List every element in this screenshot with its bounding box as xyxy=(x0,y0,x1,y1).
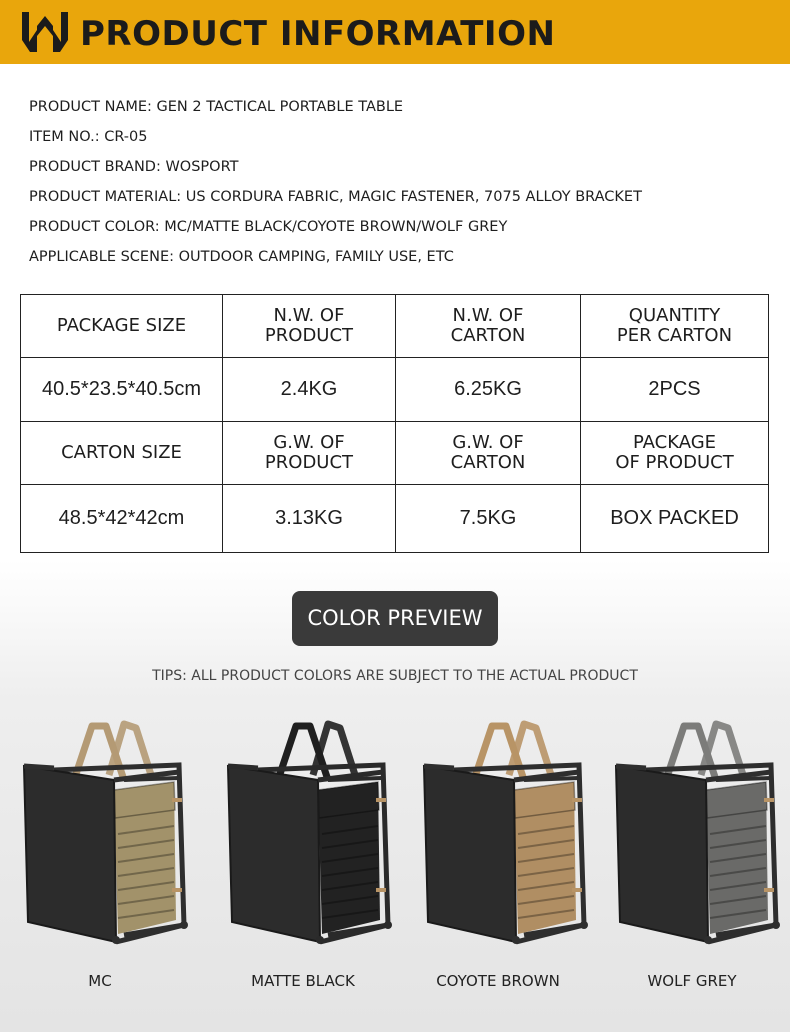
table-header-cell: CARTON SIZE xyxy=(21,422,223,485)
spec-table xyxy=(20,294,769,553)
color-label-mc: MC xyxy=(88,972,112,990)
product-image-mc xyxy=(14,720,194,945)
color-label-matte-black: MATTE BLACK xyxy=(251,972,355,990)
spec-color: PRODUCT COLOR: MC/MATTE BLACK/COYOTE BROWN/WOLF GREY xyxy=(29,219,508,235)
table-cell: 40.5*23.5*40.5cm xyxy=(21,358,223,422)
spec-product-name: PRODUCT NAME: GEN 2 TACTICAL PORTABLE TABLE xyxy=(29,99,404,115)
table-row xyxy=(21,358,769,422)
table-header-cell: QUANTITY PER CARTON xyxy=(581,295,769,358)
table-header-cell: PACKAGE OF PRODUCT xyxy=(581,422,769,485)
spec-material: PRODUCT MATERIAL: US CORDURA FABRIC, MAGIC FASTENER, 7075 ALLOY BRACKET xyxy=(29,189,642,205)
tips-text: TIPS: ALL PRODUCT COLORS ARE SUBJECT TO THE ACTUAL PRODUCT xyxy=(152,668,638,684)
table-cell: 2PCS xyxy=(581,358,769,422)
spec-brand: PRODUCT BRAND: WOSPORT xyxy=(29,159,239,175)
table-header-row xyxy=(21,422,769,485)
product-image-matte-black xyxy=(218,720,398,945)
table-header-cell: PACKAGE SIZE xyxy=(21,295,223,358)
product-image-coyote-brown xyxy=(414,720,594,945)
table-header-cell: N.W. OF CARTON xyxy=(396,295,581,358)
table-header-cell: G.W. OF CARTON xyxy=(396,422,581,485)
table-cell: 2.4KG xyxy=(223,358,396,422)
color-preview-button[interactable]: COLOR PREVIEW xyxy=(292,591,498,646)
table-header-row xyxy=(21,295,769,358)
table-cell: 6.25KG xyxy=(396,358,581,422)
table-row xyxy=(21,485,769,553)
table-cell: 48.5*42*42cm xyxy=(21,485,223,553)
table-header-cell: N.W. OF PRODUCT xyxy=(223,295,396,358)
spec-list xyxy=(29,92,642,272)
spec-item-no: ITEM NO.: CR-05 xyxy=(29,129,148,145)
table-cell: 7.5KG xyxy=(396,485,581,553)
header-banner xyxy=(0,0,790,64)
table-cell: 3.13KG xyxy=(223,485,396,553)
page-title: PRODUCT INFORMATION xyxy=(80,14,556,54)
w-logo-icon xyxy=(22,12,68,52)
table-cell: BOX PACKED xyxy=(581,485,769,553)
table-header-cell: G.W. OF PRODUCT xyxy=(223,422,396,485)
spec-scene: APPLICABLE SCENE: OUTDOOR CAMPING, FAMILY USE, ETC xyxy=(29,249,454,265)
color-label-wolf-grey: WOLF GREY xyxy=(647,972,737,990)
product-image-wolf-grey xyxy=(606,720,786,945)
color-label-coyote-brown: COYOTE BROWN xyxy=(436,972,560,990)
